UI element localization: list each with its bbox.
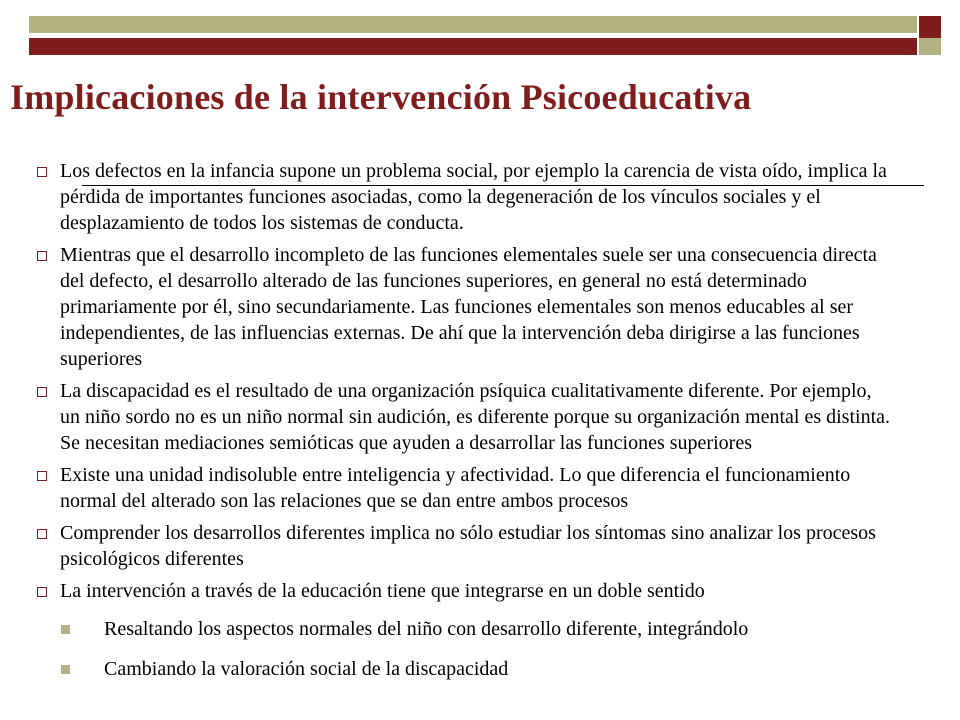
bullet-item-6 [0, 578, 890, 604]
sub-bullet-text-1: Resaltando los aspectos normales del niño con desarrollo diferente, integrándolo [104, 618, 749, 640]
sub-bullet-item-1 [0, 616, 920, 642]
square-bullet-icon [37, 529, 47, 539]
sub-bullet-item-2 [0, 656, 920, 682]
slide-content [0, 158, 960, 696]
filled-square-bullet-icon [61, 665, 70, 674]
bullet-item-3 [0, 378, 890, 456]
square-bullet-icon [37, 167, 47, 177]
filled-square-bullet-icon [61, 625, 70, 634]
header-bar-olive [29, 16, 917, 33]
bullet-item-5 [0, 520, 890, 572]
bullet-item-1 [0, 158, 890, 236]
header-bar-red [29, 38, 917, 55]
bullet-text-3: La discapacidad es el resultado de una organización psíquica cualitativamente diferente. Por ejemplo, un niño sordo no es un niño normal sin audición, es diferente porque su organización mental es distinta. Se necesitan mediaciones semióticas que ayuden a desarrollar las funciones superiores [60, 380, 891, 454]
bullet-item-2 [0, 242, 890, 372]
bullet-item-4 [0, 462, 890, 514]
bullet-text-4: Existe una unidad indisoluble entre inteligencia y afectividad. Lo que diferencia el funcionamiento normal del alterado son las relaciones que se dan entre ambos procesos [60, 464, 851, 512]
header-square-red [919, 16, 941, 38]
header-square-olive [919, 38, 941, 55]
bullet-text-6: La intervención a través de la educación tiene que integrarse en un doble sentido [60, 580, 705, 602]
bullet-text-2: Mientras que el desarrollo incompleto de las funciones elementales suele ser una consecuencia directa del defecto, el desarrollo alterado de las funciones superiores, en general no está determinado primariamente por él, sino secundariamente. Las funciones elementales son menos educables al ser independientes, de las influencias externas. De ahí que la intervención deba dirigirse a las funciones superiores [60, 244, 877, 370]
slide-title: Implicaciones de la intervención Psicoeducativa [10, 77, 752, 117]
sub-bullet-text-2: Cambiando la valoración social de la discapacidad [104, 658, 509, 680]
bullet-text-1: Los defectos en la infancia supone un problema social, por ejemplo la carencia de vista oído, implica la pérdida de importantes funciones asociadas, como la degeneración de los vínculos sociales y el desplazamiento de todos los sistemas de conducta. [60, 160, 887, 234]
square-bullet-icon [37, 251, 47, 261]
bullet-text-5: Comprender los desarrollos diferentes implica no sólo estudiar los síntomas sino analizar los procesos psicológicos diferentes [60, 522, 876, 570]
square-bullet-icon [37, 387, 47, 397]
square-bullet-icon [37, 471, 47, 481]
square-bullet-icon [37, 587, 47, 597]
